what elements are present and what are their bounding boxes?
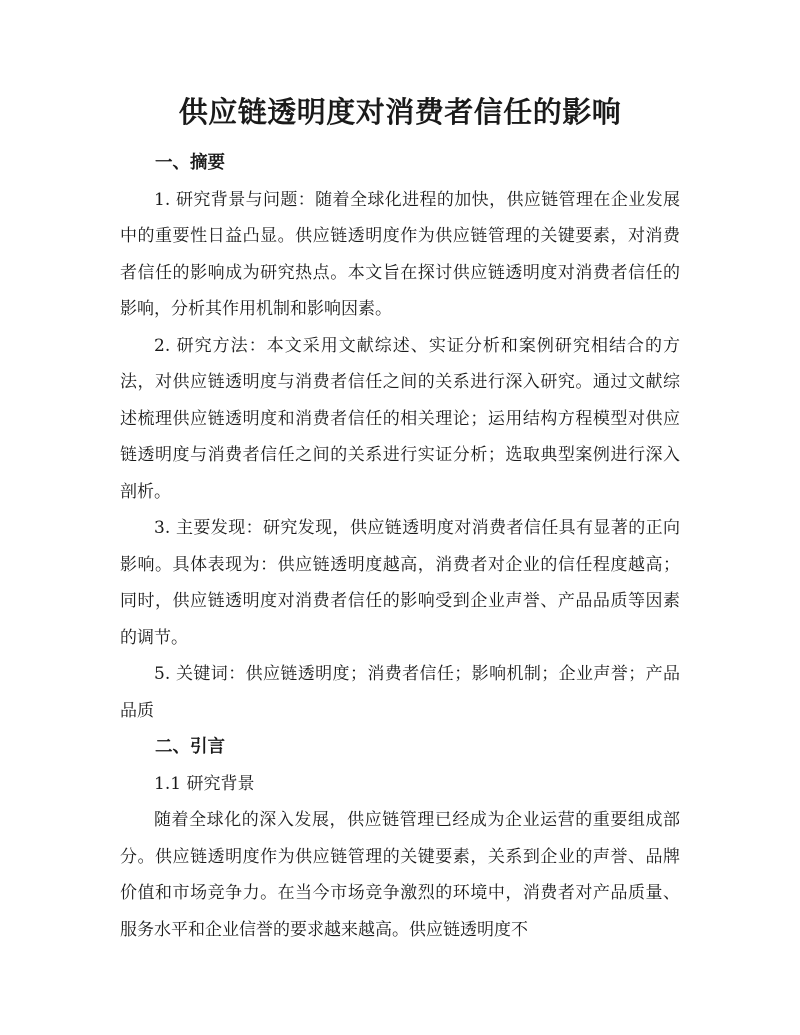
section-heading-abstract: 一、摘要	[155, 153, 225, 173]
subsection-heading-background: 1.1 研究背景	[154, 773, 255, 794]
abstract-paragraph-keywords: 5. 关键词：供应链透明度；消费者信任；影响机制；企业声誉；产品品质	[120, 664, 680, 721]
introduction-paragraph: 随着全球化的深入发展，供应链管理已经成为企业运营的重要组成部分。供应链透明度作为供应链管理的关键要素，关系到企业的声誉、品牌价值和市场竞争力。在当今市场竞争激烈的环境中，消费者对产品质量、服务水平和企业信誉的要求越来越高。供应链透明度不	[120, 810, 680, 940]
document-body	[120, 145, 680, 948]
abstract-paragraph-findings: 3. 主要发现：研究发现，供应链透明度对消费者信任具有显著的正向影响。具体表现为：供应链透明度越高，消费者对企业的信任程度越高；同时，供应链透明度对消费者信任的影响受到企业声誉、产品品质等因素的调节。	[120, 518, 680, 648]
abstract-paragraph-background: 1. 研究背景与问题：随着全球化进程的加快，供应链管理在企业发展中的重要性日益凸显。供应链透明度作为供应链管理的关键要素，对消费者信任的影响成为研究热点。本文旨在探讨供应链透明度对消费者信任的影响，分析其作用机制和影响因素。	[120, 189, 680, 319]
document-title: 供应链透明度对消费者信任的影响	[178, 95, 622, 129]
section-heading-introduction: 二、引言	[155, 737, 225, 757]
abstract-paragraph-methods: 2. 研究方法：本文采用文献综述、实证分析和案例研究相结合的方法，对供应链透明度与消费者信任之间的关系进行深入研究。通过文献综述梳理供应链透明度和消费者信任的相关理论；运用结构方程模型对供应链透明度与消费者信任之间的关系进行实证分析；选取典型案例进行深入剖析。	[120, 335, 680, 502]
